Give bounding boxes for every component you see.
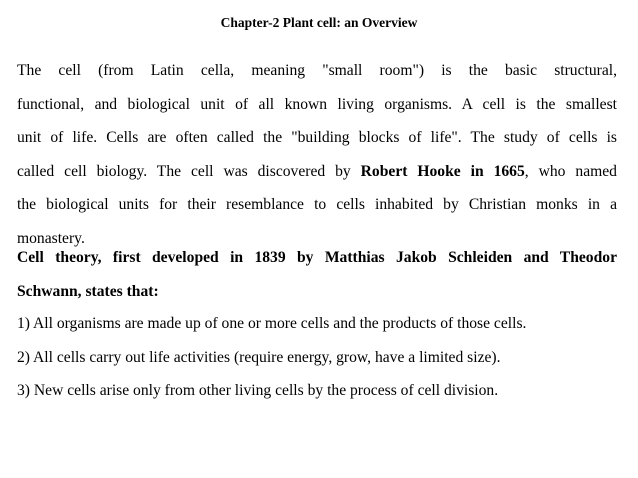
intro-paragraph — [17, 54, 617, 255]
intro-line-4-text-b: , who named — [524, 162, 617, 180]
cell-theory-line-2: Schwann, states that: — [17, 282, 159, 300]
intro-line-4 — [17, 155, 617, 189]
cell-theory-list — [17, 307, 617, 408]
intro-line-4-text-a: called cell biology. The cell was discovered by — [17, 162, 361, 180]
cell-theory-heading — [17, 241, 617, 308]
list-item: 1) All organisms are made up of one or more cells and the products of those cells. — [17, 315, 527, 332]
intro-line-2: functional, and biological unit of all known living organisms. A cell is the smallest — [17, 95, 617, 113]
intro-line-5: the biological units for their resemblance to cells inhabited by Christian monks in a — [17, 196, 617, 213]
cell-theory-line-1: Cell theory, first developed in 1839 by Matthias Jakob Schleiden and Theodor — [17, 249, 617, 266]
list-item: 2) All cells carry out life activities (require energy, grow, have a limited size). — [17, 348, 501, 366]
list-item: 3) New cells arise only from other living cells by the process of cell division. — [17, 382, 499, 399]
page-title: Chapter-2 Plant cell: an Overview — [220, 15, 418, 30]
intro-line-3: unit of life. Cells are often called the "building blocks of life". The study of cells is — [17, 129, 617, 146]
intro-line-6: monastery. — [17, 229, 85, 247]
intro-line-1: The cell (from Latin cella, meaning "small room") is the basic structural, — [17, 62, 617, 79]
discoverer-highlight: Robert Hooke in 1665 — [360, 162, 525, 180]
